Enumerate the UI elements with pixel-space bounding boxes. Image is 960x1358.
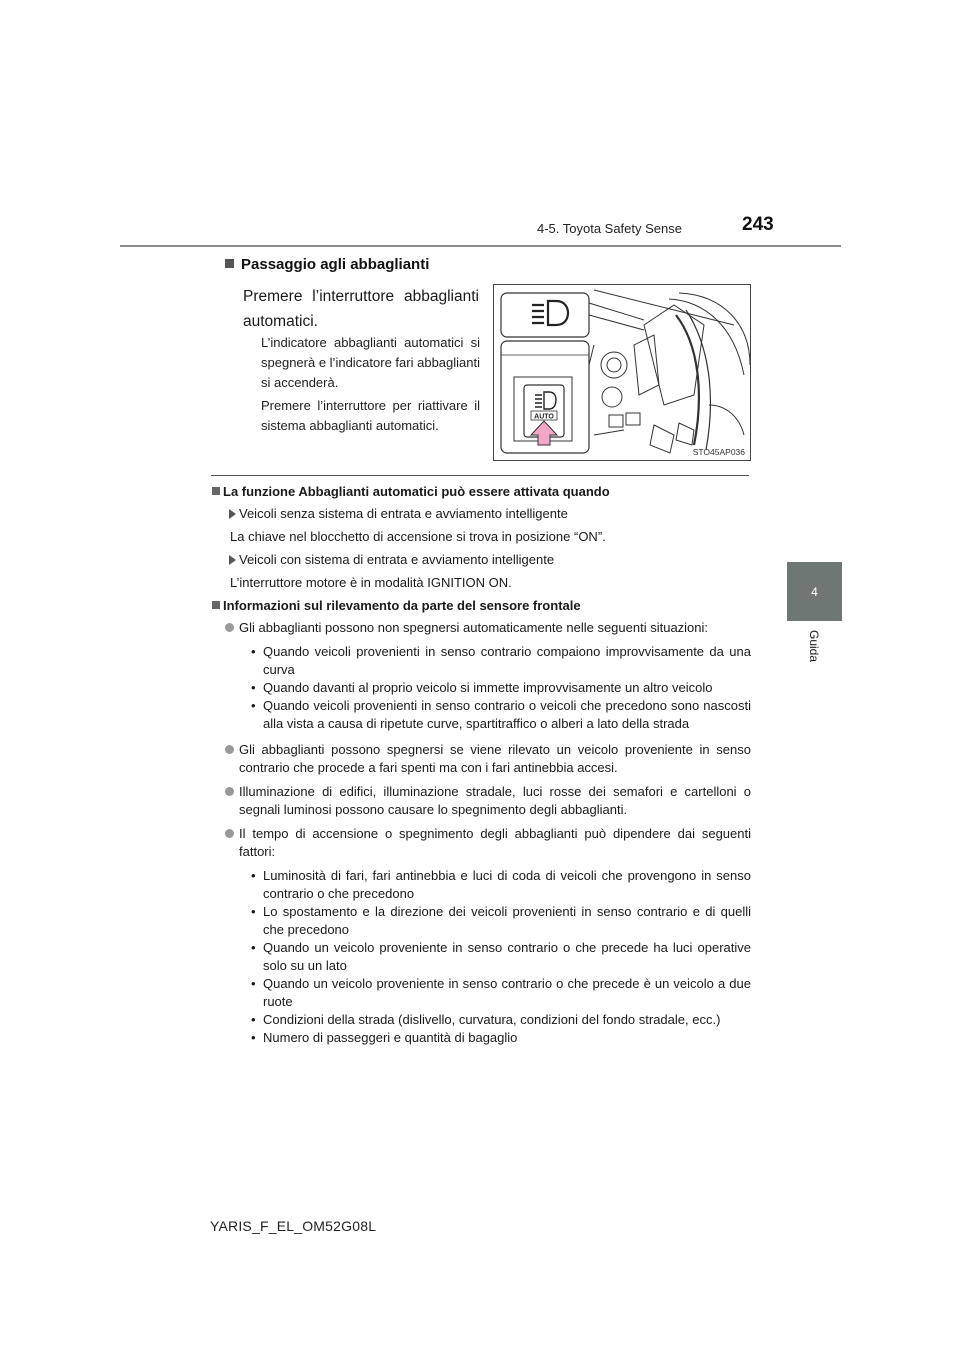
circle-bullet-icon <box>225 745 234 754</box>
sub-bullet: • <box>251 868 256 883</box>
sub-item-text: Quando davanti al proprio veicolo si immette improvvisamente un altro veicolo <box>263 680 713 695</box>
step-note: L’indicatore abbaglianti automatici si spegnerà e l’indicatore fari abbaglianti si accenderà. <box>261 335 480 390</box>
sub-item <box>251 975 751 1011</box>
vehicle-variant-text: Veicoli con sistema di entrata e avviamento intelligente <box>239 552 555 567</box>
triangle-bullet-icon <box>229 509 236 519</box>
info-bullet-text: Gli abbaglianti possono non spegnersi automaticamente nelle seguenti situazioni: <box>239 620 709 635</box>
sub-item <box>251 1011 751 1029</box>
info-bullet-text: Illuminazione di edifici, illuminazione stradale, luci rosse dei semafori e cartelloni o segnali luminosi possono causare lo spegnimento degli abbaglianti. <box>239 784 751 817</box>
sub-item <box>251 697 751 733</box>
sub-item <box>251 1029 751 1047</box>
info-body <box>211 483 751 1055</box>
sub-item <box>251 903 751 939</box>
info-bullet <box>211 783 751 819</box>
chapter-tab[interactable] <box>787 562 842 621</box>
square-bullet-icon <box>212 601 220 609</box>
info-heading-text: Informazioni sul rilevamento da parte del sensore frontale <box>223 598 581 613</box>
info-heading <box>211 597 751 615</box>
section-heading <box>225 256 429 273</box>
page-number: 243 <box>742 214 774 235</box>
sub-item <box>251 643 751 679</box>
sub-bullet: • <box>251 698 256 713</box>
sub-list <box>251 643 751 733</box>
sub-list <box>251 867 751 1047</box>
step-instruction: Premere l’interruttore abbaglianti automatici. <box>243 288 479 330</box>
sub-item-text: Quando un veicolo proveniente in senso contrario o che precede è un veicolo a due ruote <box>263 976 751 1009</box>
sub-item-text: Numero di passeggeri e quantità di bagaglio <box>263 1030 518 1045</box>
dashboard-drawing <box>494 285 750 460</box>
circle-bullet-icon <box>225 787 234 796</box>
vehicle-variant-label <box>211 551 751 569</box>
square-bullet-icon <box>225 259 234 268</box>
sub-bullet: • <box>251 904 256 919</box>
triangle-bullet-icon <box>229 555 236 565</box>
sub-bullet: • <box>251 976 256 991</box>
info-bullet <box>211 619 751 637</box>
sub-item-text: Quando un veicolo proveniente in senso contrario o che precede ha luci operative solo su un lato <box>263 940 751 973</box>
sub-item-text: Quando veicoli provenienti in senso contrario compaiono improvvisamente da una curva <box>263 644 751 677</box>
sub-bullet: • <box>251 1030 256 1045</box>
step-note: Premere l’interruttore per riattivare il sistema abbaglianti automatici. <box>261 398 480 433</box>
info-heading <box>211 483 751 501</box>
circle-bullet-icon <box>225 829 234 838</box>
sub-item-text: Luminosità di fari, fari antinebbia e luci di coda di veicoli che provengono in senso contrario o che precedono <box>263 868 751 901</box>
circle-bullet-icon <box>225 623 234 632</box>
variant-description: L’interruttore motore è in modalità IGNITION ON. <box>230 575 512 590</box>
info-heading-text: La funzione Abbaglianti automatici può essere attivata quando <box>223 484 610 499</box>
variant-description: La chiave nel blocchetto di accensione si trova in posizione “ON”. <box>230 529 606 544</box>
sub-item <box>251 679 751 697</box>
sub-bullet: • <box>251 680 256 695</box>
chapter-label-text: Guida <box>807 630 821 663</box>
section-divider <box>211 475 749 476</box>
sub-bullet: • <box>251 940 256 955</box>
dashboard-illustration <box>493 284 751 461</box>
sub-item-text: Condizioni della strada (dislivello, curvatura, condizioni del fondo stradale, ecc.) <box>263 1012 721 1027</box>
figure-code: STO45AP036 <box>692 447 745 457</box>
chapter-number: 4 <box>811 584 818 599</box>
sub-bullet: • <box>251 1012 256 1027</box>
chapter-label <box>807 630 821 690</box>
sub-item-text: Lo spostamento e la direzione dei veicoli provenienti in senso contrario e di quelli che precedono <box>263 904 751 937</box>
section-title: Passaggio agli abbaglianti <box>241 256 430 273</box>
vehicle-variant-text: Veicoli senza sistema di entrata e avviamento intelligente <box>239 506 568 521</box>
sub-item-text: Quando veicoli provenienti in senso contrario o veicoli che precedono sono nascosti alla vista a causa di ripetute curve, spartitraffico o alberi a lato della strada <box>263 698 751 731</box>
header-section-title: 4-5. Toyota Safety Sense <box>536 221 682 236</box>
sub-bullet: • <box>251 644 256 659</box>
document-code: YARIS_F_EL_OM52G08L <box>210 1218 377 1234</box>
info-bullet-text: Gli abbaglianti possono spegnersi se viene rilevato un veicolo proveniente in senso contrario che procede a fari spenti ma con i fari antinebbia accesi. <box>239 742 751 775</box>
info-bullet <box>211 741 751 777</box>
header-divider <box>120 245 841 247</box>
vehicle-variant-label <box>211 505 751 523</box>
sub-item <box>251 939 751 975</box>
sub-item <box>251 867 751 903</box>
info-bullet-text: Il tempo di accensione o spegnimento degli abbaglianti può dipendere dai seguenti fattori: <box>239 826 751 859</box>
square-bullet-icon <box>212 487 220 495</box>
switch-auto-label: AUTO <box>534 413 554 421</box>
info-bullet <box>211 825 751 861</box>
